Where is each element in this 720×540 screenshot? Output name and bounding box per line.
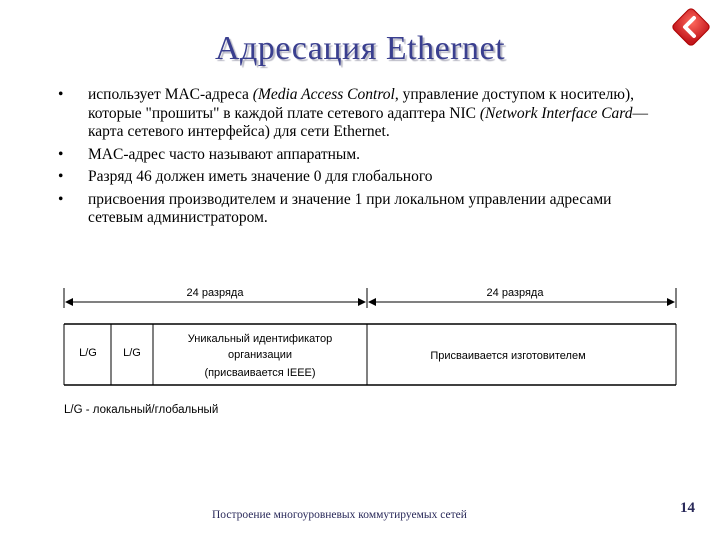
oui-line-3: (присваивается IEEE) — [204, 367, 316, 379]
bullet-item: • использует MAC-адреса (Media Access Control, управление доступом к носителю), которые "прошиты" в каждой плате сетевого адаптера NIC (Network Interface Card— карта сетевого интерфейса) для сети Ethernet. — [58, 86, 649, 140]
bullet-item: • MAC-адрес часто называют аппаратным. — [58, 145, 361, 163]
oui-line-1: Уникальный идентификатор — [187, 333, 333, 345]
left-span-label: 24 разряда — [186, 287, 244, 299]
lg-cell-1: L/G — [79, 347, 97, 359]
oui-line-2: организации — [227, 349, 293, 361]
bullet-list — [58, 86, 658, 232]
diagram-legend: L/G - локальный/глобальный — [64, 404, 219, 416]
bullet-marker: • — [58, 190, 64, 208]
lg-cell-2: L/G — [123, 347, 141, 359]
page-number: 14 — [680, 500, 695, 516]
right-span-label: 24 разряда — [486, 287, 544, 299]
mac-address-diagram — [55, 280, 685, 390]
bullet-marker: • — [58, 168, 64, 185]
vendor-assigned-label: Присваивается изготовителем — [430, 350, 586, 362]
bullet-item: • Разряд 46 должен иметь значение 0 для глобального — [58, 168, 433, 185]
bullet-item: • присвоения производителем и значение 1 при локальном управлении адресами сетевым администратором. — [58, 190, 612, 226]
bullet-marker: • — [58, 86, 64, 103]
slide-title: Адресация Ethernet — [214, 30, 506, 67]
slide-footer: Построение многоуровневых коммутируемых сетей — [212, 509, 467, 521]
bullet-marker: • — [58, 145, 64, 163]
